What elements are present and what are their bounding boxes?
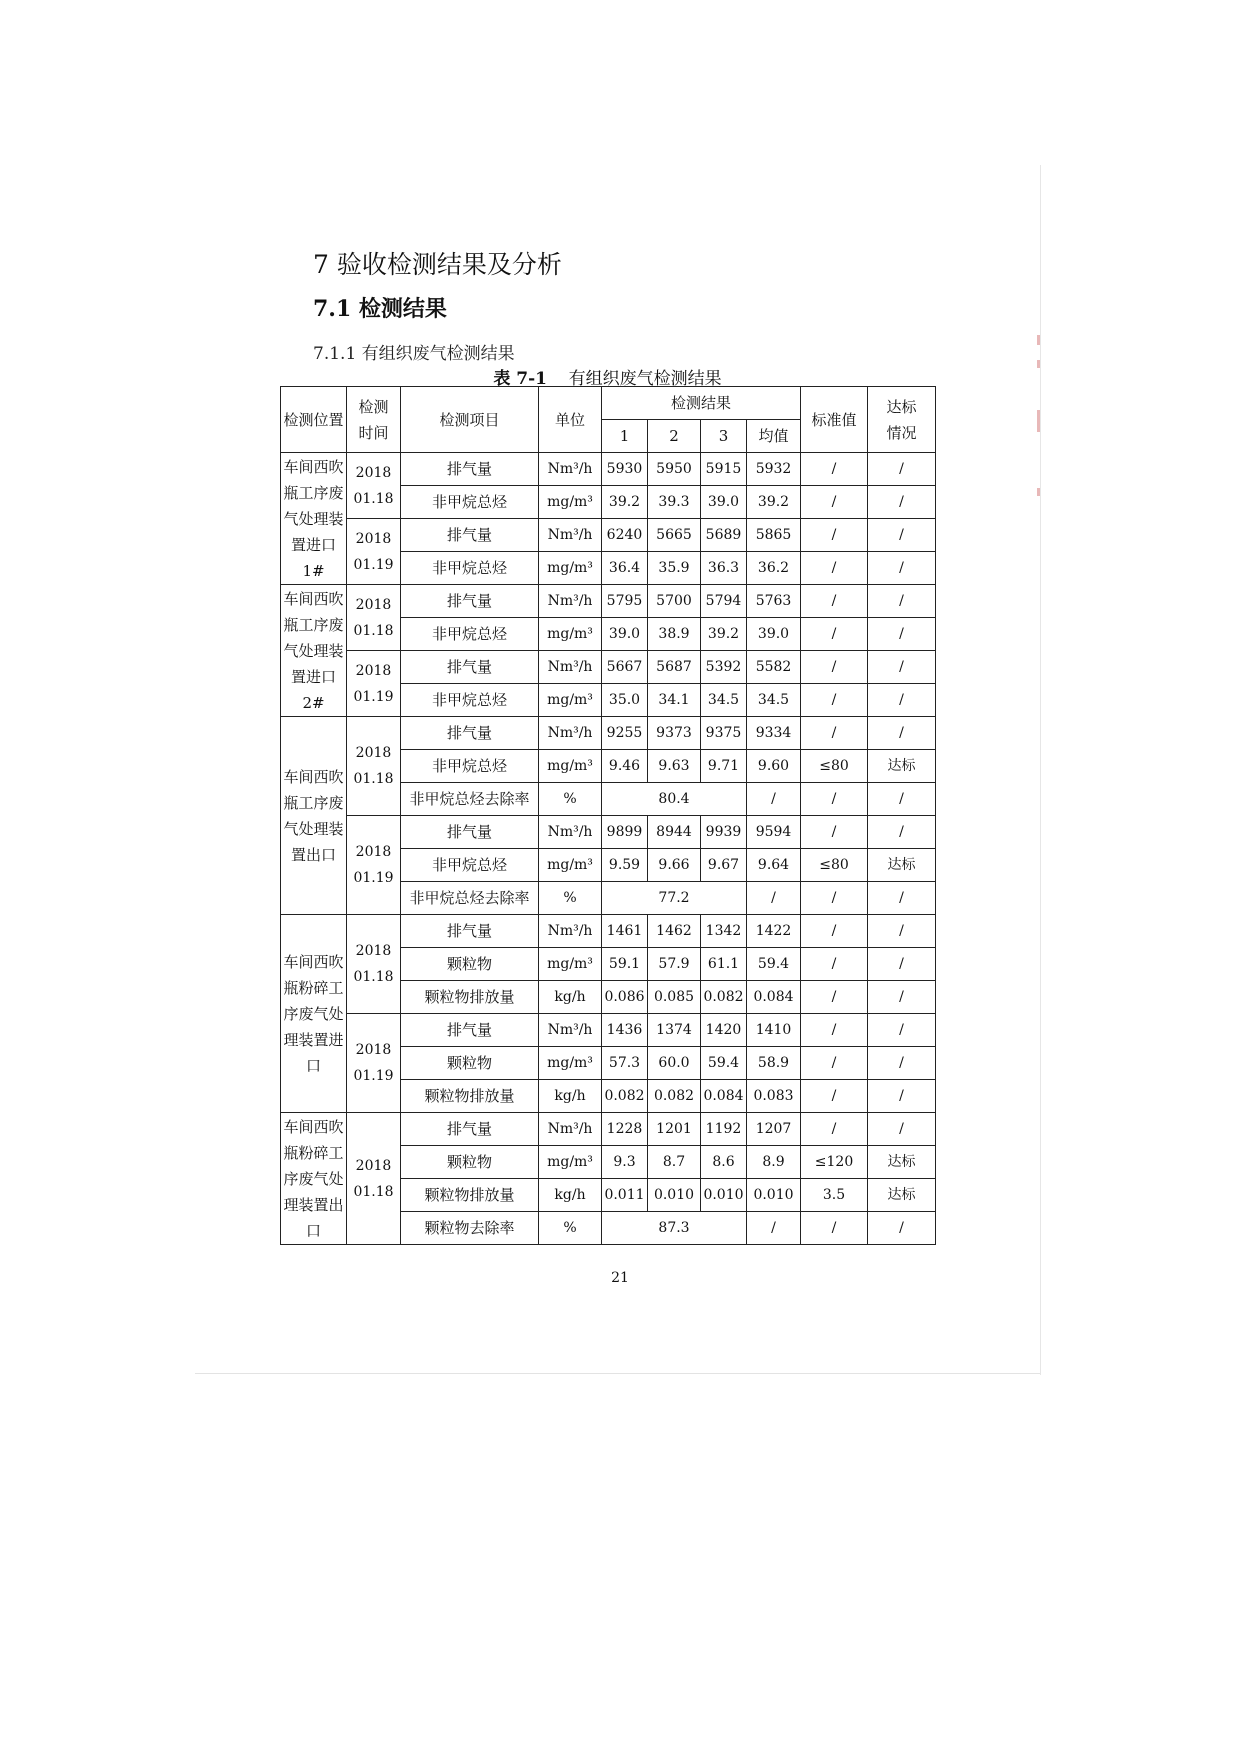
run-3-cell: 39.0 xyxy=(701,486,747,519)
removal-rate-cell: 87.3 xyxy=(602,1212,747,1245)
compliance-cell: / xyxy=(868,453,936,486)
compliance-cell: / xyxy=(868,585,936,618)
standard-cell: / xyxy=(801,1047,868,1080)
run-1-cell: 35.0 xyxy=(602,684,648,717)
item-cell: 排气量 xyxy=(401,816,539,849)
scan-mark xyxy=(1037,488,1040,496)
header-standard: 标准值 xyxy=(801,387,868,453)
time-cell: 2018 01.18 xyxy=(347,1113,401,1245)
run-3-cell: 61.1 xyxy=(701,948,747,981)
item-cell: 排气量 xyxy=(401,453,539,486)
header-unit: 单位 xyxy=(539,387,602,453)
run-1-cell: 9899 xyxy=(602,816,648,849)
compliance-cell: / xyxy=(868,1212,936,1245)
unit-cell: Nm³/h xyxy=(539,717,602,750)
item-cell: 排气量 xyxy=(401,1113,539,1146)
item-cell: 非甲烷总烃 xyxy=(401,618,539,651)
compliance-cell: / xyxy=(868,486,936,519)
standard-cell: / xyxy=(801,1212,868,1245)
compliance-cell: 达标 xyxy=(868,750,936,783)
header-location: 检测位置 xyxy=(281,387,347,453)
run-3-cell: 9.71 xyxy=(701,750,747,783)
item-cell: 排气量 xyxy=(401,915,539,948)
compliance-cell: / xyxy=(868,816,936,849)
compliance-cell: / xyxy=(868,1047,936,1080)
average-cell: / xyxy=(747,882,801,915)
compliance-cell: / xyxy=(868,783,936,816)
standard-cell: / xyxy=(801,882,868,915)
unit-cell: % xyxy=(539,783,602,816)
run-1-cell: 9.3 xyxy=(602,1146,648,1179)
run-1-cell: 0.011 xyxy=(602,1179,648,1212)
run-1-cell: 6240 xyxy=(602,519,648,552)
time-cell: 2018 01.18 xyxy=(347,717,401,816)
item-cell: 排气量 xyxy=(401,585,539,618)
average-cell: 34.5 xyxy=(747,684,801,717)
run-2-cell: 1201 xyxy=(648,1113,701,1146)
run-3-cell: 0.082 xyxy=(701,981,747,1014)
unit-cell: mg/m³ xyxy=(539,849,602,882)
run-1-cell: 39.2 xyxy=(602,486,648,519)
header-run-2: 2 xyxy=(648,420,701,453)
run-1-cell: 5667 xyxy=(602,651,648,684)
run-3-cell: 0.010 xyxy=(701,1179,747,1212)
run-2-cell: 1462 xyxy=(648,915,701,948)
run-1-cell: 0.086 xyxy=(602,981,648,1014)
time-cell: 2018 01.19 xyxy=(347,816,401,915)
table-row xyxy=(281,717,936,750)
run-2-cell: 8944 xyxy=(648,816,701,849)
item-cell: 非甲烷总烃 xyxy=(401,684,539,717)
run-3-cell: 1420 xyxy=(701,1014,747,1047)
page-edge-right xyxy=(1040,165,1041,1375)
item-cell: 颗粒物排放量 xyxy=(401,1080,539,1113)
scan-mark xyxy=(1037,360,1040,368)
average-cell: 9.60 xyxy=(747,750,801,783)
run-2-cell: 60.0 xyxy=(648,1047,701,1080)
run-2-cell: 0.085 xyxy=(648,981,701,1014)
header-run-3: 3 xyxy=(701,420,747,453)
item-cell: 颗粒物 xyxy=(401,948,539,981)
run-2-cell: 9373 xyxy=(648,717,701,750)
run-3-cell: 1342 xyxy=(701,915,747,948)
compliance-cell: / xyxy=(868,948,936,981)
standard-cell: / xyxy=(801,981,868,1014)
run-1-cell: 1436 xyxy=(602,1014,648,1047)
standard-cell: / xyxy=(801,651,868,684)
location-cell: 车间西吹瓶工序废气处理装置进口 1# xyxy=(281,453,347,585)
item-cell: 颗粒物去除率 xyxy=(401,1212,539,1245)
average-cell: 5932 xyxy=(747,453,801,486)
removal-rate-cell: 77.2 xyxy=(602,882,747,915)
unit-cell: Nm³/h xyxy=(539,1113,602,1146)
table-row xyxy=(281,915,936,948)
time-cell: 2018 01.18 xyxy=(347,585,401,651)
compliance-cell: / xyxy=(868,1113,936,1146)
average-cell: 1207 xyxy=(747,1113,801,1146)
run-3-cell: 9.67 xyxy=(701,849,747,882)
run-3-cell: 5794 xyxy=(701,585,747,618)
caption-title: 有组织废气检测结果 xyxy=(568,369,722,389)
page-number: 21 xyxy=(611,1270,629,1286)
run-2-cell: 5687 xyxy=(648,651,701,684)
average-cell: 0.010 xyxy=(747,1179,801,1212)
run-1-cell: 36.4 xyxy=(602,552,648,585)
standard-cell: / xyxy=(801,783,868,816)
unit-cell: mg/m³ xyxy=(539,684,602,717)
time-cell: 2018 01.19 xyxy=(347,519,401,585)
location-cell: 车间西吹瓶工序废气处理装置进口 2# xyxy=(281,585,347,717)
scan-mark xyxy=(1037,410,1040,432)
standard-cell: / xyxy=(801,519,868,552)
header-time: 检测时间 xyxy=(347,387,401,453)
item-cell: 颗粒物排放量 xyxy=(401,1179,539,1212)
average-cell: 0.083 xyxy=(747,1080,801,1113)
run-1-cell: 9.59 xyxy=(602,849,648,882)
run-2-cell: 8.7 xyxy=(648,1146,701,1179)
run-3-cell: 1192 xyxy=(701,1113,747,1146)
standard-cell: / xyxy=(801,816,868,849)
item-cell: 非甲烷总烃去除率 xyxy=(401,783,539,816)
average-cell: 0.084 xyxy=(747,981,801,1014)
table-body xyxy=(281,453,936,1245)
standard-cell: / xyxy=(801,453,868,486)
unit-cell: kg/h xyxy=(539,1080,602,1113)
item-cell: 排气量 xyxy=(401,1014,539,1047)
run-2-cell: 39.3 xyxy=(648,486,701,519)
unit-cell: kg/h xyxy=(539,1179,602,1212)
header-run-1: 1 xyxy=(602,420,648,453)
compliance-cell: / xyxy=(868,915,936,948)
run-1-cell: 57.3 xyxy=(602,1047,648,1080)
run-3-cell: 9375 xyxy=(701,717,747,750)
header-results: 检测结果 xyxy=(602,387,801,420)
table-row xyxy=(281,651,936,684)
header-row xyxy=(281,387,936,420)
standard-cell: / xyxy=(801,717,868,750)
run-2-cell: 35.9 xyxy=(648,552,701,585)
time-cell: 2018 01.19 xyxy=(347,651,401,717)
time-cell: 2018 01.18 xyxy=(347,453,401,519)
run-3-cell: 0.084 xyxy=(701,1080,747,1113)
run-1-cell: 0.082 xyxy=(602,1080,648,1113)
results-table xyxy=(280,386,936,1245)
subsection-heading: 7.1.1 有组织废气检测结果 xyxy=(313,344,515,364)
item-cell: 非甲烷总烃 xyxy=(401,552,539,585)
standard-cell: / xyxy=(801,1113,868,1146)
average-cell: 5763 xyxy=(747,585,801,618)
average-cell: 9334 xyxy=(747,717,801,750)
page-edge-bottom xyxy=(195,1373,1040,1374)
standard-cell: / xyxy=(801,585,868,618)
unit-cell: Nm³/h xyxy=(539,1014,602,1047)
run-2-cell: 9.66 xyxy=(648,849,701,882)
compliance-cell: / xyxy=(868,618,936,651)
run-3-cell: 5392 xyxy=(701,651,747,684)
run-2-cell: 9.63 xyxy=(648,750,701,783)
run-2-cell: 57.9 xyxy=(648,948,701,981)
compliance-cell: / xyxy=(868,882,936,915)
average-cell: 9.64 xyxy=(747,849,801,882)
section-heading: 7.1 检测结果 xyxy=(313,296,447,322)
run-2-cell: 5950 xyxy=(648,453,701,486)
run-1-cell: 39.0 xyxy=(602,618,648,651)
average-cell: 36.2 xyxy=(747,552,801,585)
table-row xyxy=(281,585,936,618)
run-3-cell: 5689 xyxy=(701,519,747,552)
standard-cell: ≤80 xyxy=(801,849,868,882)
compliance-cell: 达标 xyxy=(868,849,936,882)
standard-cell: / xyxy=(801,1080,868,1113)
unit-cell: Nm³/h xyxy=(539,915,602,948)
average-cell: 58.9 xyxy=(747,1047,801,1080)
run-2-cell: 5700 xyxy=(648,585,701,618)
unit-cell: mg/m³ xyxy=(539,1047,602,1080)
run-1-cell: 5930 xyxy=(602,453,648,486)
item-cell: 非甲烷总烃 xyxy=(401,486,539,519)
run-3-cell: 8.6 xyxy=(701,1146,747,1179)
run-3-cell: 36.3 xyxy=(701,552,747,585)
caption-number: 表 7-1 xyxy=(493,369,547,389)
run-1-cell: 9.46 xyxy=(602,750,648,783)
average-cell: / xyxy=(747,783,801,816)
run-2-cell: 0.010 xyxy=(648,1179,701,1212)
unit-cell: mg/m³ xyxy=(539,618,602,651)
compliance-cell: / xyxy=(868,717,936,750)
run-1-cell: 5795 xyxy=(602,585,648,618)
unit-cell: % xyxy=(539,1212,602,1245)
table-row xyxy=(281,816,936,849)
item-cell: 非甲烷总烃去除率 xyxy=(401,882,539,915)
run-3-cell: 5915 xyxy=(701,453,747,486)
item-cell: 排气量 xyxy=(401,519,539,552)
time-cell: 2018 01.18 xyxy=(347,915,401,1014)
unit-cell: Nm³/h xyxy=(539,519,602,552)
average-cell: 1422 xyxy=(747,915,801,948)
run-2-cell: 0.082 xyxy=(648,1080,701,1113)
item-cell: 非甲烷总烃 xyxy=(401,849,539,882)
table-row xyxy=(281,1014,936,1047)
standard-cell: / xyxy=(801,552,868,585)
compliance-cell: / xyxy=(868,981,936,1014)
run-3-cell: 9939 xyxy=(701,816,747,849)
unit-cell: % xyxy=(539,882,602,915)
table-row xyxy=(281,453,936,486)
unit-cell: Nm³/h xyxy=(539,453,602,486)
table-row xyxy=(281,1113,936,1146)
unit-cell: mg/m³ xyxy=(539,552,602,585)
average-cell: 8.9 xyxy=(747,1146,801,1179)
run-2-cell: 34.1 xyxy=(648,684,701,717)
compliance-cell: / xyxy=(868,552,936,585)
item-cell: 排气量 xyxy=(401,651,539,684)
average-cell: / xyxy=(747,1212,801,1245)
removal-rate-cell: 80.4 xyxy=(602,783,747,816)
standard-cell: ≤80 xyxy=(801,750,868,783)
standard-cell: / xyxy=(801,684,868,717)
standard-cell: ≤120 xyxy=(801,1146,868,1179)
header-item: 检测项目 xyxy=(401,387,539,453)
item-cell: 颗粒物 xyxy=(401,1146,539,1179)
location-cell: 车间西吹瓶工序废气处理装置出口 xyxy=(281,717,347,915)
item-cell: 颗粒物排放量 xyxy=(401,981,539,1014)
standard-cell: / xyxy=(801,1014,868,1047)
compliance-cell: / xyxy=(868,1014,936,1047)
average-cell: 1410 xyxy=(747,1014,801,1047)
compliance-cell: / xyxy=(868,684,936,717)
compliance-cell: / xyxy=(868,1080,936,1113)
run-1-cell: 1461 xyxy=(602,915,648,948)
compliance-cell: / xyxy=(868,651,936,684)
average-cell: 39.0 xyxy=(747,618,801,651)
average-cell: 9594 xyxy=(747,816,801,849)
item-cell: 排气量 xyxy=(401,717,539,750)
header-compliance: 达标情况 xyxy=(868,387,936,453)
standard-cell: 3.5 xyxy=(801,1179,868,1212)
chapter-heading: 7 验收检测结果及分析 xyxy=(313,250,562,279)
compliance-cell: / xyxy=(868,519,936,552)
run-3-cell: 59.4 xyxy=(701,1047,747,1080)
location-cell: 车间西吹瓶粉碎工序废气处理装置出口 xyxy=(281,1113,347,1245)
standard-cell: / xyxy=(801,915,868,948)
run-1-cell: 1228 xyxy=(602,1113,648,1146)
table-row xyxy=(281,519,936,552)
run-3-cell: 39.2 xyxy=(701,618,747,651)
header-average: 均值 xyxy=(747,420,801,453)
unit-cell: Nm³/h xyxy=(539,651,602,684)
run-1-cell: 59.1 xyxy=(602,948,648,981)
compliance-cell: 达标 xyxy=(868,1146,936,1179)
unit-cell: mg/m³ xyxy=(539,750,602,783)
time-cell: 2018 01.19 xyxy=(347,1014,401,1113)
average-cell: 39.2 xyxy=(747,486,801,519)
unit-cell: kg/h xyxy=(539,981,602,1014)
average-cell: 59.4 xyxy=(747,948,801,981)
standard-cell: / xyxy=(801,948,868,981)
run-2-cell: 1374 xyxy=(648,1014,701,1047)
unit-cell: Nm³/h xyxy=(539,816,602,849)
standard-cell: / xyxy=(801,618,868,651)
run-2-cell: 5665 xyxy=(648,519,701,552)
unit-cell: mg/m³ xyxy=(539,486,602,519)
average-cell: 5865 xyxy=(747,519,801,552)
run-2-cell: 38.9 xyxy=(648,618,701,651)
standard-cell: / xyxy=(801,486,868,519)
average-cell: 5582 xyxy=(747,651,801,684)
unit-cell: mg/m³ xyxy=(539,948,602,981)
item-cell: 非甲烷总烃 xyxy=(401,750,539,783)
location-cell: 车间西吹瓶粉碎工序废气处理装置进口 xyxy=(281,915,347,1113)
item-cell: 颗粒物 xyxy=(401,1047,539,1080)
run-3-cell: 34.5 xyxy=(701,684,747,717)
unit-cell: Nm³/h xyxy=(539,585,602,618)
run-1-cell: 9255 xyxy=(602,717,648,750)
compliance-cell: 达标 xyxy=(868,1179,936,1212)
unit-cell: mg/m³ xyxy=(539,1146,602,1179)
scan-mark xyxy=(1037,335,1040,345)
